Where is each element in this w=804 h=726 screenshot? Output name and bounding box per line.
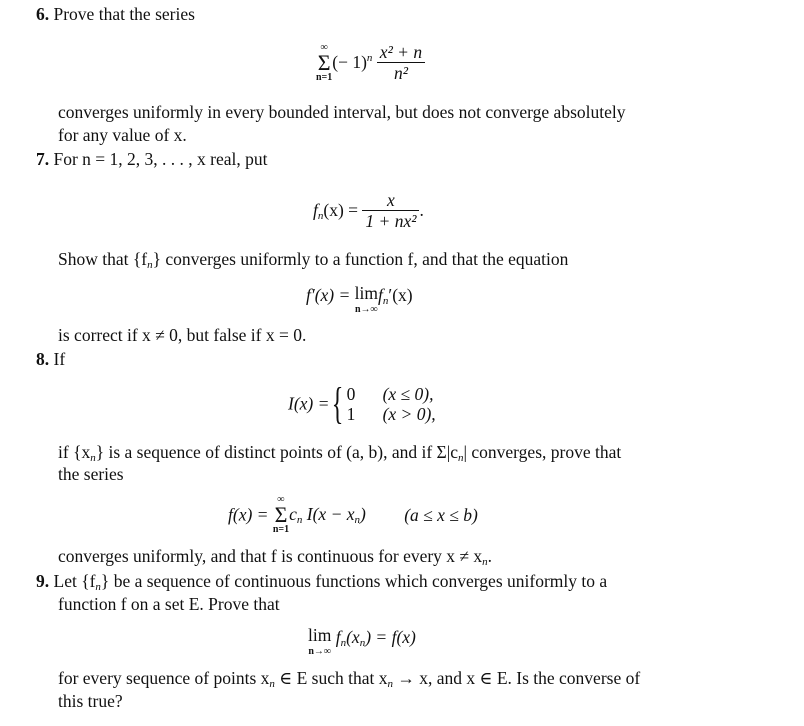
problem-number: 6. bbox=[36, 4, 50, 24]
problem-number: 8. bbox=[36, 349, 50, 369]
problem-7-intro bbox=[36, 148, 268, 170]
problem-text: Let $\{f_n\}$ be a sequence of continuous functions which converges uniformly to a bbox=[53, 571, 608, 593]
problem-9-body-line-3: this true? bbox=[58, 691, 123, 711]
step-function-definition: I(x) ={ 0 (x ≤ 0), 1 (x > 0), bbox=[288, 379, 436, 428]
problem-text: Prove that the series bbox=[53, 4, 195, 24]
problem-8-intro bbox=[36, 348, 65, 370]
derivative-equation-7: f′(x) = lim n→∞ $f_n'(x)$ bbox=[306, 283, 413, 315]
limit-operator: lim n→∞ bbox=[308, 625, 332, 657]
problem-number: 7. bbox=[36, 149, 50, 169]
problem-6-body-line-2: for any value of x. bbox=[58, 125, 187, 145]
series-equation-8: f(x) = ∞ Σ n=1 $c_n$ $I(x - x_n)$ (a ≤ x ≤ b) bbox=[228, 494, 478, 535]
problem-9-body-line-1: function f on a set E. Prove that bbox=[58, 594, 280, 614]
series-fraction: $\frac{\text{x² + n}}{\text{n²}}$ bbox=[377, 42, 425, 83]
problem-8-body-line-3: converges uniformly, and that f is continuous for every $x \ne x_n$. bbox=[58, 546, 493, 568]
interval-condition: (a ≤ x ≤ b) bbox=[404, 504, 478, 525]
summation-operator: ∞ Σ n=1 bbox=[316, 41, 333, 83]
problem-7-body-line-2: is correct if x ≠ 0, but false if x = 0. bbox=[58, 325, 307, 345]
function-definition-7: $f_n(x)$ = $\frac{x}{\text{1 + nx²}}$ . bbox=[313, 190, 424, 231]
problem-9-body-line-2: for every sequence of points $x_n$ ∈ E such that $x_n \to x$, and x ∈ E. Is the converse of bbox=[58, 668, 641, 690]
problem-6-body-line-1: converges uniformly in every bounded interval, but does not converge absolutely bbox=[58, 102, 626, 122]
summation-operator: ∞ Σ n=1 bbox=[272, 494, 290, 535]
limit-equation-9: lim n→∞ $f_n(x_n) = f(x)$ bbox=[308, 625, 416, 657]
problem-number: 9. bbox=[36, 571, 50, 591]
problem-text: If bbox=[53, 349, 66, 369]
series-equation-6 bbox=[316, 42, 425, 83]
limit-operator: lim n→∞ bbox=[354, 283, 379, 315]
left-brace: { bbox=[332, 379, 344, 428]
problem-7-body-line-1: Show that $\{f_n\}$ converges uniformly to a function f, and that the equation bbox=[58, 249, 569, 271]
function-fraction: $\frac{x}{\text{1 + nx²}}$ bbox=[362, 190, 419, 231]
problem-8-body-line-2: the series bbox=[58, 464, 124, 484]
problem-text: For n = 1, 2, 3, . . . , x real, put bbox=[53, 149, 268, 169]
sign-factor: (− 1)$^n$ bbox=[332, 52, 373, 72]
problem-8-body-line-1: if $\{x_n\}$ is a sequence of distinct points of (a, b), and if $\Sigma|c_n|$ converges, prove that bbox=[58, 442, 622, 464]
piecewise-cases: 0 (x ≤ 0), 1 (x > 0), bbox=[346, 384, 436, 424]
problem-6-intro bbox=[36, 3, 195, 25]
